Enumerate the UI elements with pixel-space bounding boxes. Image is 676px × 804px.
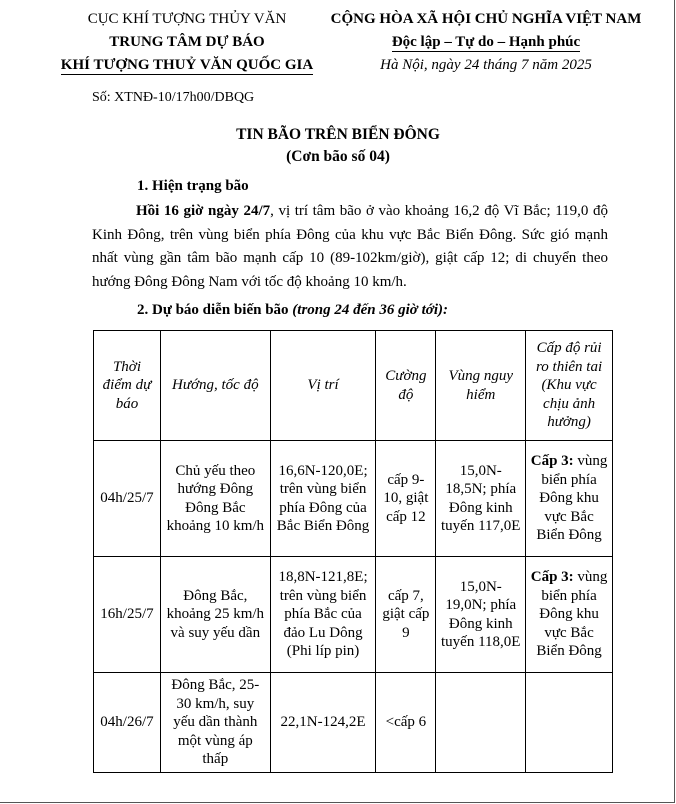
- cell-time: 16h/25/7: [94, 557, 161, 673]
- national-motto: Độc lập – Tự do – Hạnh phúc: [391, 34, 581, 50]
- table-header-row: [94, 331, 613, 441]
- header-risk-level: Cấp độ rủi ro thiên tai (Khu vực chịu ảnh hưởng): [526, 331, 613, 441]
- document-number: Số: XTNĐ-10/17h00/DBQG: [92, 90, 255, 105]
- risk-level: Cấp 3:: [530, 453, 574, 470]
- header-position: Vị trí: [270, 331, 376, 441]
- cell-intensity: <cấp 6: [376, 673, 436, 773]
- bulletin-title: TIN BÃO TRÊN BIỂN ĐÔNG: [236, 126, 440, 143]
- table-row: [94, 673, 613, 773]
- section1-heading: 1. Hiện trạng bão: [137, 178, 249, 194]
- risk-area: vùng biển phía Đông khu vực Bắc Biển Đông: [536, 569, 608, 660]
- cell-time: 04h/25/7: [94, 441, 161, 557]
- risk-area: vùng biển phía Đông khu vực Bắc Biển Đông: [536, 453, 608, 544]
- header-danger-zone: Vùng nguy hiểm: [436, 331, 526, 441]
- forecast-table: [93, 330, 613, 773]
- section2-heading: [137, 302, 448, 319]
- header-direction: Hướng, tốc độ: [160, 331, 270, 441]
- cell-position: 22,1N-124,2E: [270, 673, 376, 773]
- table-row: [94, 557, 613, 673]
- storm-number: (Cơn bão số 04): [286, 148, 390, 165]
- header-left: [48, 8, 326, 77]
- cell-intensity: cấp 7, giật cấp 9: [376, 557, 436, 673]
- cell-position: 16,6N-120,0E; trên vùng biển phía Đông của Bắc Biển Đông: [270, 441, 376, 557]
- cell-time: 04h/26/7: [94, 673, 161, 773]
- section2-heading-text: 2. Dự báo diễn biến bão: [137, 302, 293, 318]
- section2-heading-range: (trong 24 đến 36 giờ tới):: [292, 302, 448, 318]
- date-place: Hà Nội, ngày 24 tháng 7 năm 2025: [380, 57, 592, 73]
- cell-danger-zone: 15,0N-18,5N; phía Đông kinh tuyến 117,0E: [436, 441, 526, 557]
- center-name-line2: KHÍ TƯỢNG THUỶ VĂN QUỐC GIA: [60, 57, 314, 73]
- cell-intensity: cấp 9-10, giật cấp 12: [376, 441, 436, 557]
- header-intensity: Cường độ: [376, 331, 436, 441]
- section1-paragraph: [92, 200, 608, 294]
- cell-direction: Chủ yếu theo hướng Đông Đông Bắc khoảng 10 km/h: [160, 441, 270, 557]
- risk-level: Cấp 3:: [530, 569, 574, 586]
- header-time: Thời điểm dự báo: [94, 331, 161, 441]
- cell-direction: Đông Bắc, khoảng 25 km/h và suy yếu dần: [160, 557, 270, 673]
- table-row: [94, 441, 613, 557]
- cell-danger-zone: 15,0N-19,0N; phía Đông kinh tuyến 118,0E: [436, 557, 526, 673]
- section1-body: , vị trí tâm bão ở vào khoảng 16,2 độ Vĩ Bắc; 119,0 độ Kinh Đông, trên vùng biển phía Đông của khu vực Bắc Biển Đông. Sức gió mạnh nhất vùng gần tâm bão mạnh cấp 10 (89-102km/giờ), giật cấp 12; di chuyển theo hướng Đông Đông Nam với tốc độ khoảng 10 km/h.: [92, 203, 608, 290]
- cell-position: 18,8N-121,8E; trên vùng biển phía Bắc của đảo Lu Dông (Phi líp pin): [270, 557, 376, 673]
- cell-risk: [526, 441, 613, 557]
- cell-risk: [526, 673, 613, 773]
- section1-lead: Hồi 16 giờ ngày 24/7: [136, 203, 271, 219]
- cell-risk: [526, 557, 613, 673]
- agency-name: CỤC KHÍ TƯỢNG THỦY VĂN: [87, 11, 287, 27]
- center-name-line1: TRUNG TÂM DỰ BÁO: [109, 34, 265, 50]
- nation-title: CỘNG HÒA XÃ HỘI CHỦ NGHĨA VIỆT NAM: [330, 11, 642, 27]
- header-right: [326, 8, 646, 77]
- cell-danger-zone: [436, 673, 526, 773]
- cell-direction: Đông Bắc, 25-30 km/h, suy yếu dần thành một vùng áp thấp: [160, 673, 270, 773]
